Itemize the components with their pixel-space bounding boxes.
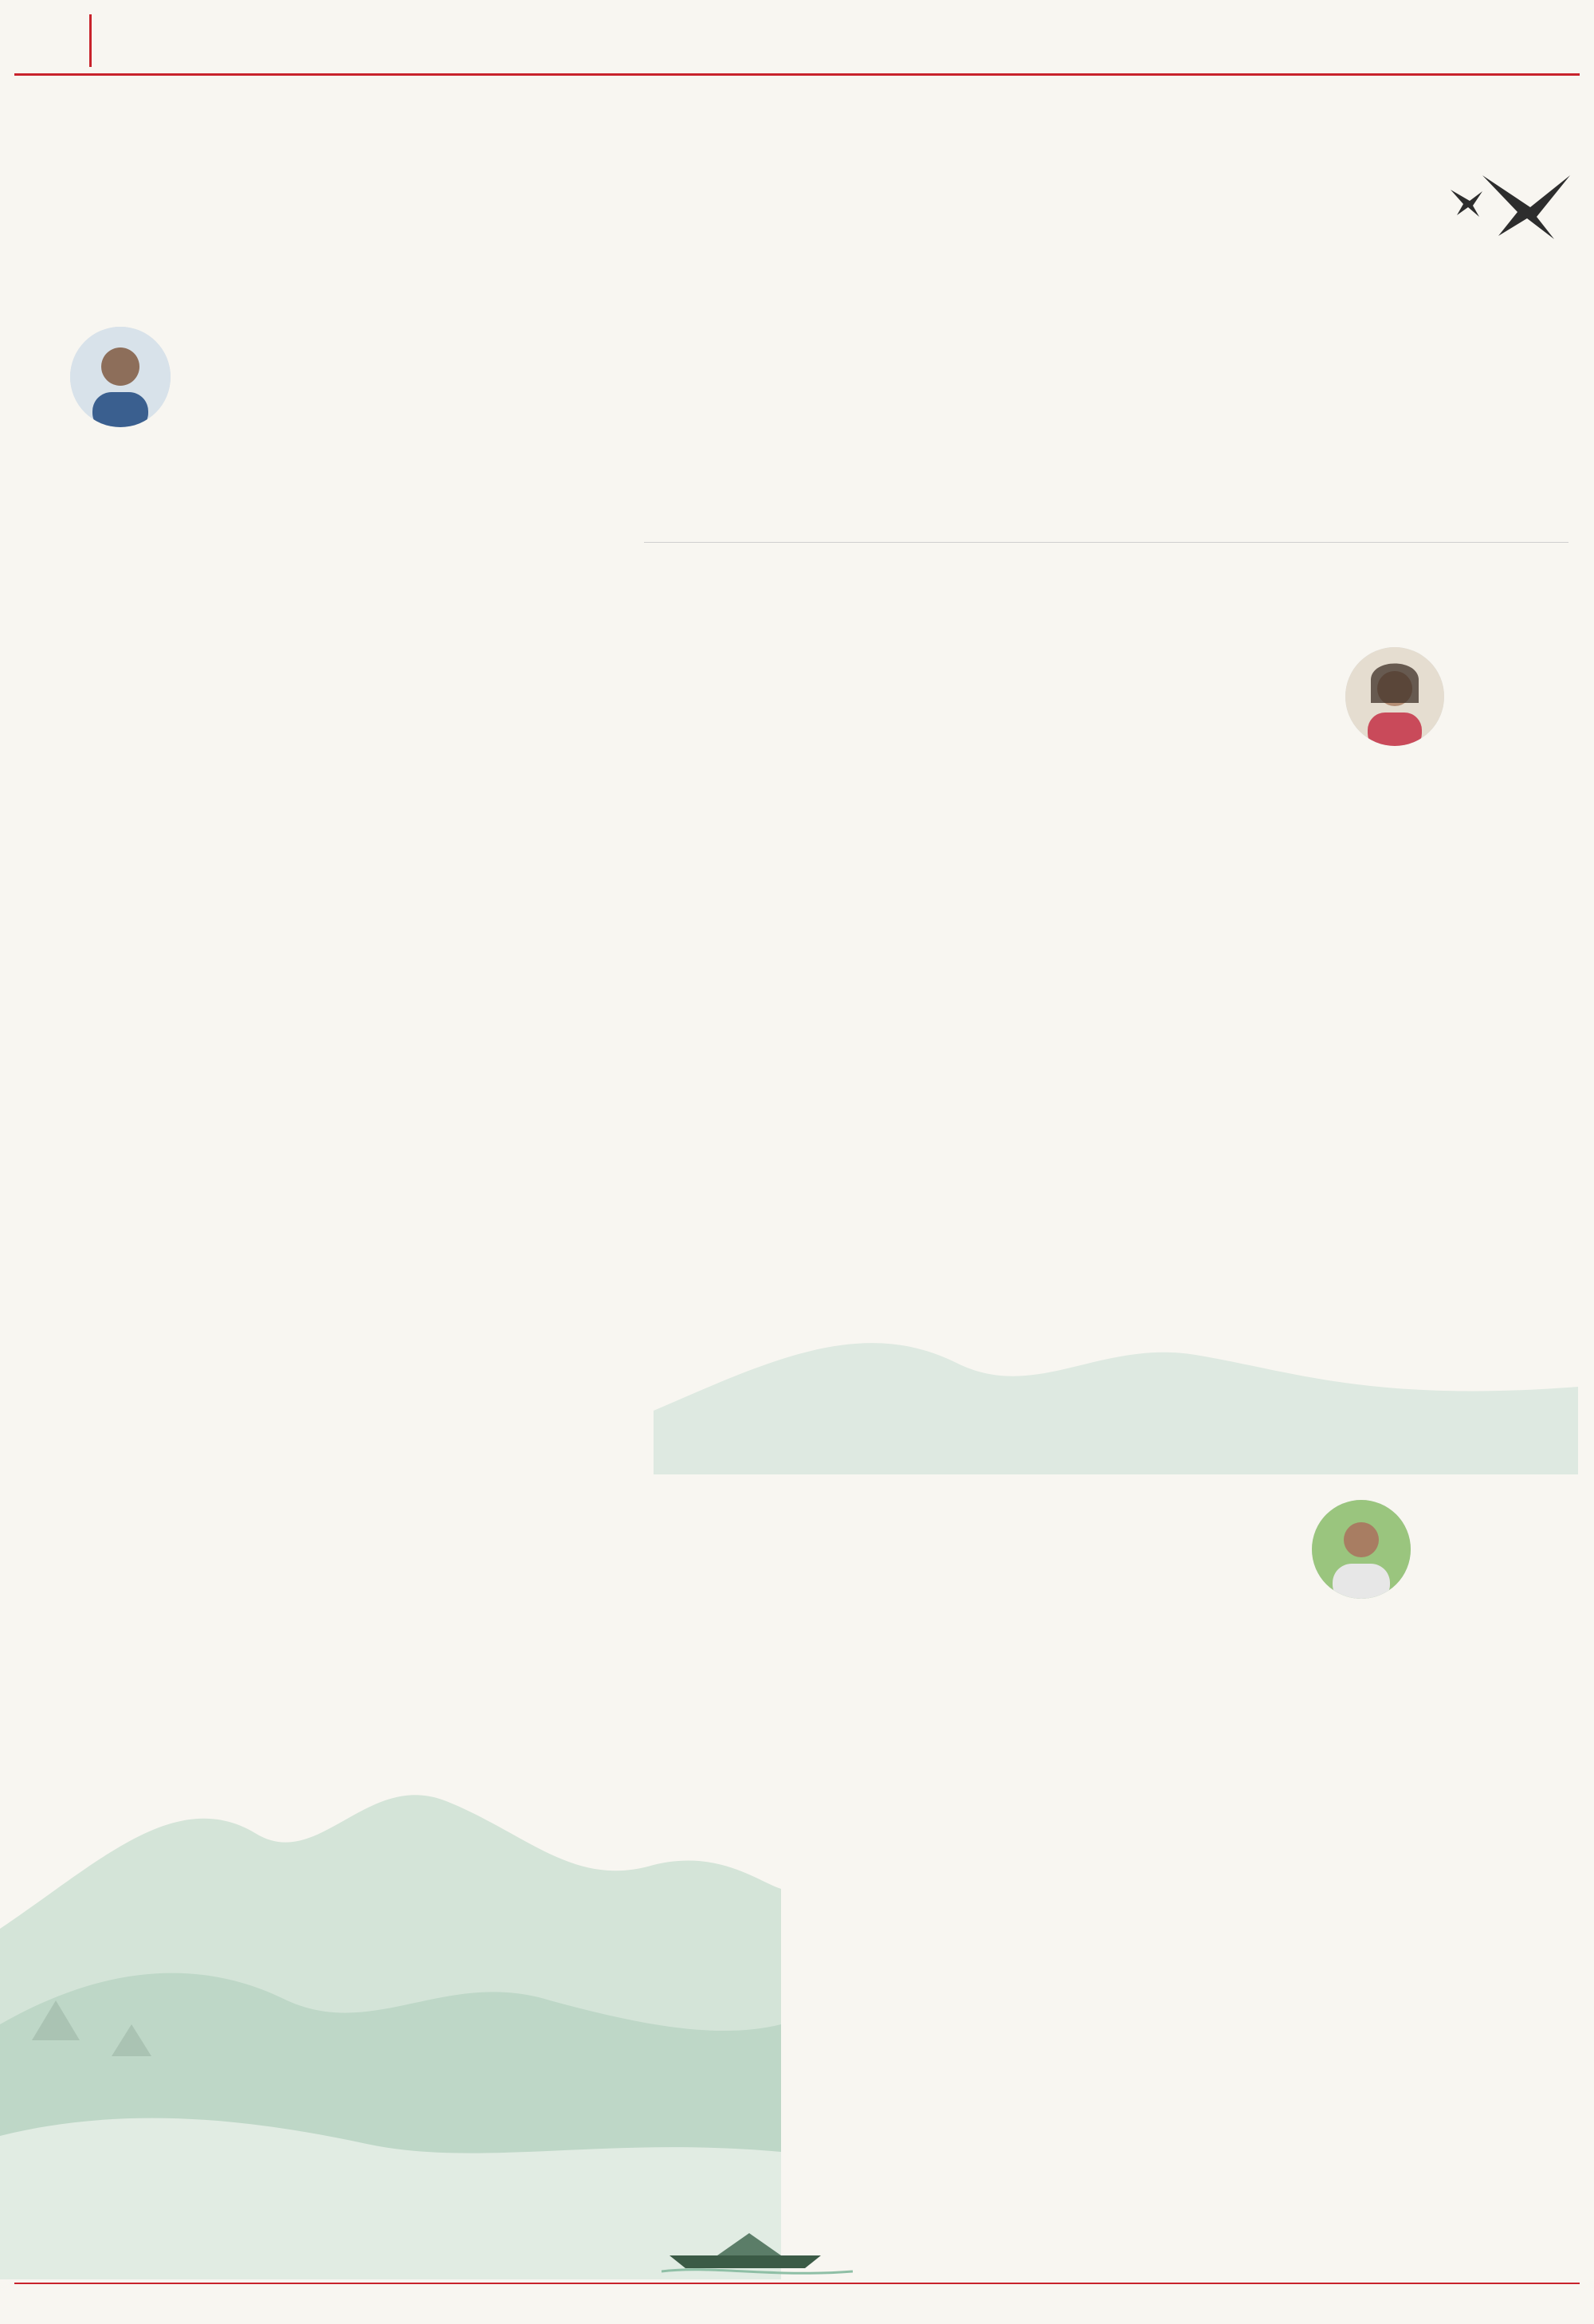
poem-stanza-3 bbox=[1262, 289, 1565, 488]
reading-body-text bbox=[674, 1618, 1567, 2247]
mountain-landscape-art bbox=[0, 1626, 781, 2279]
author-avatar bbox=[1345, 647, 1444, 746]
boat-icon bbox=[662, 2216, 853, 2279]
poem-stanza-2 bbox=[955, 289, 1242, 512]
page-number-divider bbox=[89, 14, 92, 67]
page-header bbox=[0, 0, 1594, 80]
city-body-text bbox=[676, 765, 1568, 1307]
footer-rule bbox=[14, 2283, 1580, 2284]
swallow-icon bbox=[1451, 159, 1578, 247]
mountain-landscape-art bbox=[654, 1267, 1578, 1474]
section-divider bbox=[644, 542, 1568, 543]
header-rule bbox=[14, 73, 1580, 76]
poem-stanza-1 bbox=[644, 289, 931, 512]
mountain-body-text bbox=[64, 327, 717, 1650]
author-avatar bbox=[1312, 1500, 1411, 1599]
